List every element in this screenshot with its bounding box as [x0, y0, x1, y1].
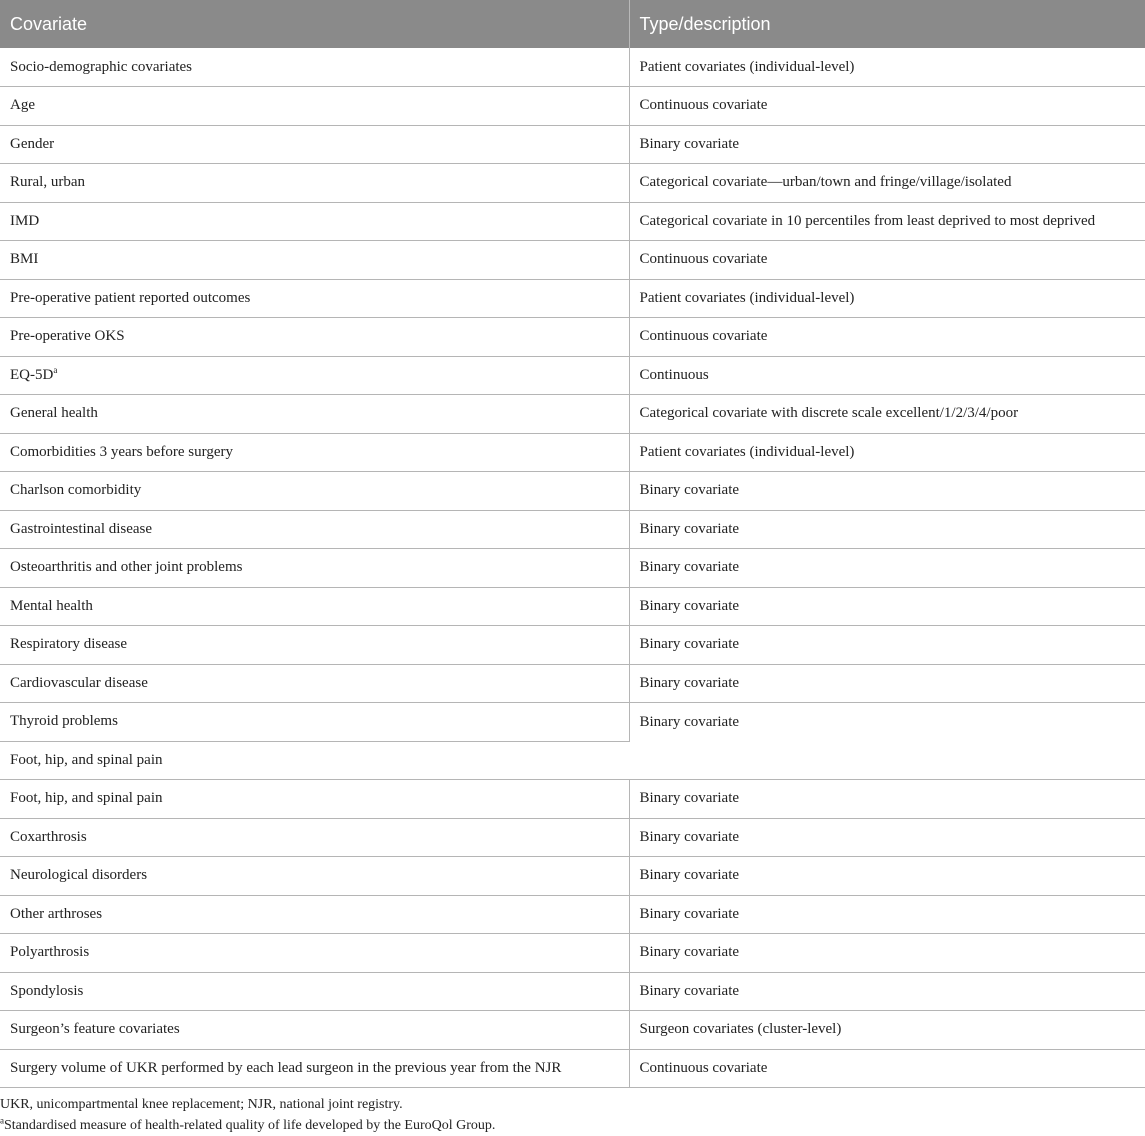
covariate-cell: BMI — [0, 241, 629, 280]
type-cell: Binary covariate — [629, 549, 1145, 588]
eq5d-label: EQ-5D — [10, 366, 54, 383]
covariate-cell: Spondylosis — [0, 972, 629, 1011]
table-row — [0, 549, 1145, 588]
covariate-cell: Neurological disorders — [0, 857, 629, 896]
header-type-description: Type/description — [629, 0, 1145, 48]
table-row — [0, 1011, 1145, 1050]
type-cell: Patient covariates (individual-level) — [629, 279, 1145, 318]
table-row — [0, 395, 1145, 434]
table-row — [0, 857, 1145, 896]
table-row — [0, 972, 1145, 1011]
covariate-cell: Mental health — [0, 587, 629, 626]
table-row — [0, 472, 1145, 511]
type-cell: Continuous covariate — [629, 318, 1145, 357]
covariate-cell: Comorbidities 3 years before surgery — [0, 433, 629, 472]
footnote-marker: a — [53, 364, 58, 375]
type-cell: Categorical covariate with discrete scale excellent/1/2/3/4/poor — [629, 395, 1145, 434]
type-cell: Binary covariate — [629, 857, 1145, 896]
table-row — [0, 318, 1145, 357]
type-cell: Binary covariate — [629, 780, 1145, 819]
covariate-cell: Gastrointestinal disease — [0, 510, 629, 549]
table-row — [0, 895, 1145, 934]
header-row — [0, 0, 1145, 48]
abbreviations-note: UKR, unicompartmental knee replacement; NJR, national joint registry. — [0, 1097, 403, 1112]
table-row — [0, 934, 1145, 973]
covariate-cell: Polyarthrosis — [0, 934, 629, 973]
covariate-cell: Pre-operative OKS — [0, 318, 629, 357]
type-cell: Patient covariates (individual-level) — [629, 48, 1145, 87]
type-cell: Surgeon covariates (cluster-level) — [629, 1011, 1145, 1050]
covariate-cell: Other arthroses — [0, 895, 629, 934]
table-row — [0, 1049, 1145, 1088]
table-row — [0, 780, 1145, 819]
table-row — [0, 433, 1145, 472]
covariate-cell: Charlson comorbidity — [0, 472, 629, 511]
covariate-cell: Osteoarthritis and other joint problems — [0, 549, 629, 588]
table-row — [0, 241, 1145, 280]
type-cell: Binary covariate — [629, 510, 1145, 549]
table-row — [0, 125, 1145, 164]
table-row — [0, 356, 1145, 395]
covariate-cell: General health — [0, 395, 629, 434]
type-cell-merged: Binary covariate — [629, 703, 1145, 780]
covariate-cell: Socio-demographic covariates — [0, 48, 629, 87]
type-cell: Binary covariate — [629, 587, 1145, 626]
type-cell: Continuous covariate — [629, 1049, 1145, 1088]
header-covariate: Covariate — [0, 0, 629, 48]
type-cell: Continuous covariate — [629, 241, 1145, 280]
table-row — [0, 587, 1145, 626]
covariate-cell: Age — [0, 87, 629, 126]
type-cell: Categorical covariate in 10 percentiles from least deprived to most deprived — [629, 202, 1145, 241]
table-row — [0, 87, 1145, 126]
covariate-cell: Surgery volume of UKR performed by each lead surgeon in the previous year from the NJR — [0, 1049, 629, 1088]
type-cell: Binary covariate — [629, 626, 1145, 665]
type-cell: Continuous covariate — [629, 87, 1145, 126]
covariate-cell: IMD — [0, 202, 629, 241]
type-cell: Patient covariates (individual-level) — [629, 433, 1145, 472]
covariate-cell — [0, 356, 629, 395]
covariate-cell: Thyroid problems — [0, 703, 629, 742]
type-cell: Binary covariate — [629, 664, 1145, 703]
table-row — [0, 626, 1145, 665]
covariate-cell: Foot, hip, and spinal pain — [0, 780, 629, 819]
covariate-cell: Respiratory disease — [0, 626, 629, 665]
covariate-cell: Gender — [0, 125, 629, 164]
covariate-cell: Cardiovascular disease — [0, 664, 629, 703]
table-row — [0, 202, 1145, 241]
covariate-cell: Rural, urban — [0, 164, 629, 203]
type-cell: Continuous — [629, 356, 1145, 395]
footnote-mark: a — [0, 1115, 4, 1126]
type-cell: Binary covariate — [629, 818, 1145, 857]
covariate-cell: Coxarthrosis — [0, 818, 629, 857]
type-cell: Binary covariate — [629, 125, 1145, 164]
table-row — [0, 818, 1145, 857]
table-row — [0, 664, 1145, 703]
table-notes — [0, 1094, 1145, 1136]
type-cell: Categorical covariate—urban/town and fringe/village/isolated — [629, 164, 1145, 203]
footnote-text: Standardised measure of health-related quality of life developed by the EuroQol Group. — [4, 1118, 496, 1133]
covariate-cell: Foot, hip, and spinal pain — [0, 741, 629, 780]
table-row — [0, 279, 1145, 318]
covariate-cell: Surgeon’s feature covariates — [0, 1011, 629, 1050]
table-row — [0, 510, 1145, 549]
covariate-cell: Pre-operative patient reported outcomes — [0, 279, 629, 318]
table-row — [0, 703, 1145, 742]
table-row — [0, 48, 1145, 87]
table-row — [0, 164, 1145, 203]
type-cell: Binary covariate — [629, 934, 1145, 973]
type-cell: Binary covariate — [629, 895, 1145, 934]
type-cell: Binary covariate — [629, 472, 1145, 511]
type-cell: Binary covariate — [629, 972, 1145, 1011]
